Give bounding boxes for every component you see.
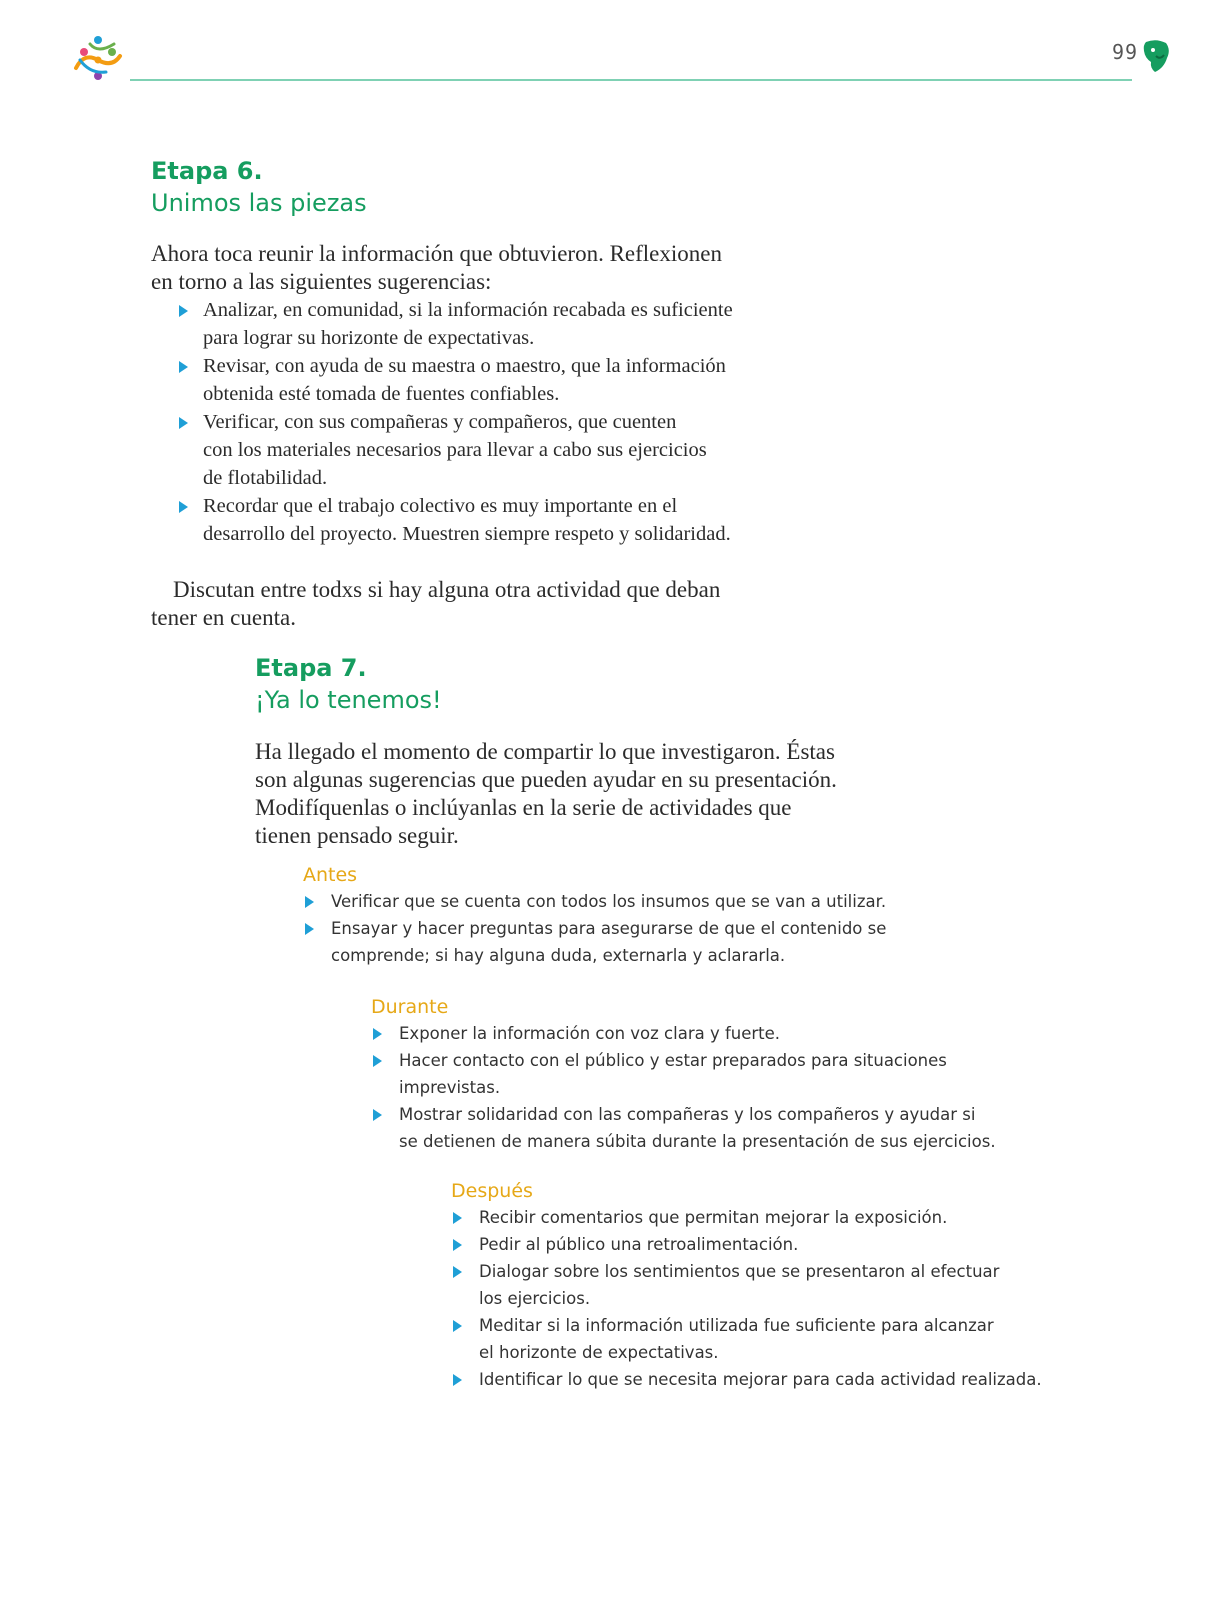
page-number: 99	[1112, 40, 1139, 64]
etapa6-body	[151, 240, 791, 548]
header-rule	[130, 79, 1132, 81]
item-line: Revisar, con ayuda de su maestra o maestro, que la información	[203, 355, 726, 377]
list-item	[451, 1258, 1131, 1312]
item-line: para lograr su horizonte de expectativas.	[203, 327, 535, 349]
list-item	[451, 1312, 1131, 1366]
list-item	[303, 888, 923, 915]
etapa6-closing	[151, 576, 791, 632]
item-line: Identificar lo que se necesita mejorar para cada actividad realizada.	[479, 1370, 1042, 1389]
item-line: Mostrar solidaridad con las compañeras y los compañeros y ayudar si	[399, 1105, 976, 1124]
triangle-bullet-icon	[179, 305, 188, 317]
item-line: comprende; si hay alguna duda, externarla y aclararla.	[331, 946, 786, 965]
antes-heading: Antes	[303, 864, 358, 886]
intro-line: Ha llegado el momento de compartir lo que investigaron. Éstas	[255, 739, 835, 764]
etapa6-list	[151, 296, 791, 548]
item-line: imprevistas.	[399, 1078, 501, 1097]
triangle-bullet-icon	[373, 1109, 382, 1121]
etapa7-intro	[255, 738, 875, 850]
triangle-bullet-icon	[453, 1239, 462, 1251]
list-item	[151, 296, 791, 352]
list-item	[451, 1366, 1131, 1393]
triangle-bullet-icon	[179, 417, 188, 429]
item-line: se detienen de manera súbita durante la presentación de sus ejercicios.	[399, 1132, 996, 1151]
triangle-bullet-icon	[453, 1320, 462, 1332]
list-item	[303, 915, 923, 969]
item-line: Pedir al público una retroalimentación.	[479, 1235, 799, 1254]
list-item	[371, 1047, 1031, 1101]
item-line: obtenida esté tomada de fuentes confiables.	[203, 383, 560, 405]
etapa7-heading	[255, 652, 442, 716]
etapa6-heading	[151, 155, 367, 219]
item-line: Ensayar y hacer preguntas para asegurarse de que el contenido se	[331, 919, 887, 938]
despues-block	[451, 1178, 1131, 1393]
triangle-bullet-icon	[373, 1028, 382, 1040]
despues-heading: Después	[451, 1180, 533, 1202]
triangle-bullet-icon	[453, 1212, 462, 1224]
item-line: desarrollo del proyecto. Muestren siempre respeto y solidaridad.	[203, 523, 731, 545]
etapa6-number: Etapa 6.	[151, 157, 263, 185]
triangle-bullet-icon	[453, 1374, 462, 1386]
antes-list	[303, 888, 923, 969]
triangle-bullet-icon	[305, 896, 314, 908]
item-line: Meditar si la información utilizada fue suficiente para alcanzar	[479, 1316, 994, 1335]
item-line: Dialogar sobre los sentimientos que se presentaron al efectuar	[479, 1262, 1000, 1281]
etapa7-number: Etapa 7.	[255, 654, 367, 682]
durante-block	[371, 994, 1031, 1155]
closing-line2: tener en cuenta.	[151, 605, 296, 630]
item-line: Verificar que se cuenta con todos los insumos que se van a utilizar.	[331, 892, 887, 911]
durante-list	[371, 1020, 1031, 1155]
list-item	[151, 408, 791, 492]
despues-list	[451, 1204, 1131, 1393]
list-item	[151, 492, 791, 548]
intro-line: son algunas sugerencias que pueden ayudar en su presentación.	[255, 767, 837, 792]
item-line: Recordar que el trabajo colectivo es muy importante en el	[203, 495, 678, 517]
item-line: de flotabilidad.	[203, 467, 328, 489]
item-line: el horizonte de expectativas.	[479, 1343, 719, 1362]
antes-block	[303, 862, 923, 969]
list-item	[151, 352, 791, 408]
triangle-bullet-icon	[179, 361, 188, 373]
triangle-bullet-icon	[453, 1266, 462, 1278]
item-line: Verificar, con sus compañeras y compañeros, que cuenten	[203, 411, 677, 433]
item-line: Exponer la información con voz clara y fuerte.	[399, 1024, 781, 1043]
item-line: los ejercicios.	[479, 1289, 591, 1308]
intro-line: Modifíquenlas o inclúyanlas en la serie de actividades que	[255, 795, 792, 820]
book-logo-icon	[70, 32, 126, 88]
triangle-bullet-icon	[305, 923, 314, 935]
triangle-bullet-icon	[179, 501, 188, 513]
triangle-bullet-icon	[373, 1055, 382, 1067]
etapa6-intro-line2: en torno a las siguientes sugerencias:	[151, 269, 492, 294]
item-line: Analizar, en comunidad, si la información recabada es suficiente	[203, 299, 733, 321]
closing-line1: Discutan entre todxs si hay alguna otra actividad que deban	[173, 577, 721, 602]
item-line: Hacer contacto con el público y estar preparados para situaciones	[399, 1051, 947, 1070]
durante-heading: Durante	[371, 996, 449, 1018]
etapa6-intro	[151, 240, 791, 296]
item-line: con los materiales necesarios para llevar a cabo sus ejercicios	[203, 439, 707, 461]
intro-line: tienen pensado seguir.	[255, 823, 459, 848]
etapa7-title: ¡Ya lo tenemos!	[255, 686, 442, 714]
etapa6-intro-line1: Ahora toca reunir la información que obtuvieron. Reflexionen	[151, 241, 722, 266]
list-item	[371, 1020, 1031, 1047]
list-item	[451, 1204, 1131, 1231]
list-item	[371, 1101, 1031, 1155]
green-mascot-icon	[1140, 38, 1172, 74]
list-item	[451, 1231, 1131, 1258]
etapa6-title: Unimos las piezas	[151, 189, 367, 217]
item-line: Recibir comentarios que permitan mejorar la exposición.	[479, 1208, 948, 1227]
